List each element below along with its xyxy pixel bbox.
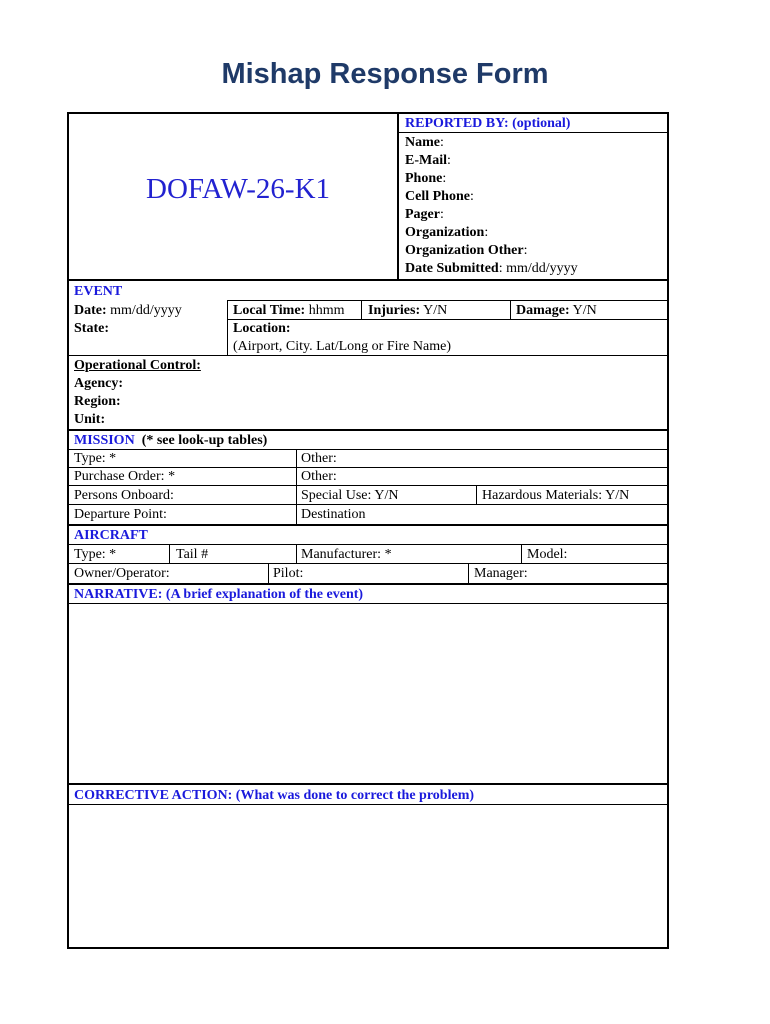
model-field[interactable]: Model: (527, 547, 568, 562)
field-label: Cell Phone (405, 189, 470, 204)
aircraft-row-rule-1 (68, 544, 668, 545)
field-label: Organization Other (405, 243, 524, 258)
field-label: Phone (405, 171, 443, 186)
event-date-value: mm/dd/yyyy (110, 303, 182, 318)
event-date-label: Date: (74, 303, 107, 318)
event-date[interactable] (74, 302, 182, 320)
event-location-hint: (Airport, City. Lat/Long or Fire Name) (233, 339, 451, 354)
aircraft-manager-divider (468, 563, 469, 583)
pilot-field[interactable]: Pilot: (273, 566, 304, 581)
mission-heading-note: (* see look-up tables) (141, 433, 268, 448)
field-colon: : (469, 189, 474, 204)
field-label: Pager (405, 207, 440, 222)
aircraft-manufacturer-divider (296, 544, 297, 563)
local-time-label: Local Time: (233, 303, 306, 318)
reported-by-name[interactable] (405, 134, 444, 152)
event-local-time[interactable] (233, 302, 344, 320)
mission-col-divider (296, 449, 297, 524)
special-use-field[interactable]: Special Use: Y/N (301, 488, 399, 503)
narrative-heading: NARRATIVE: (A brief explanation of the event) (74, 587, 364, 602)
persons-onboard-field[interactable]: Persons Onboard: (74, 488, 174, 503)
mission-type-field[interactable]: Type: * (74, 451, 117, 466)
mission-other-field-2[interactable]: Other: (301, 469, 337, 484)
event-row1-top (227, 300, 668, 301)
field-colon: : (447, 153, 451, 168)
header-bottom-rule (68, 279, 668, 281)
event-damage-divider (510, 300, 511, 319)
corrective-action-textarea[interactable] (70, 806, 666, 946)
mission-heading (74, 432, 267, 450)
manufacturer-field[interactable]: Manufacturer: * (301, 547, 392, 562)
page-title: Mishap Response Form (221, 58, 549, 90)
field-colon: : (442, 171, 447, 186)
reported-by-organization[interactable] (405, 224, 488, 242)
field-colon: : (484, 225, 489, 240)
event-injuries[interactable] (368, 302, 447, 320)
purchase-order-field[interactable]: Purchase Order: * (74, 469, 176, 484)
field-value: mm/dd/yyyy (506, 261, 578, 276)
narrative-top-rule (68, 583, 668, 585)
form-code: DOFAW-26-K1 (146, 173, 331, 205)
aircraft-type-field[interactable]: Type: * (74, 547, 117, 562)
agency-field[interactable]: Agency: (74, 376, 123, 391)
event-damage[interactable] (516, 302, 597, 320)
event-col-divider (227, 300, 228, 355)
mission-row-rule-1 (68, 449, 668, 450)
field-colon: : (498, 261, 503, 276)
narrative-textarea[interactable] (70, 605, 666, 781)
local-time-value: hhmm (308, 303, 345, 318)
region-field[interactable]: Region: (74, 394, 121, 409)
aircraft-pilot-divider (268, 563, 269, 583)
narrative-heading-rule (68, 603, 668, 604)
reported-by-email[interactable] (405, 152, 451, 170)
operational-control-label: Operational Control: (74, 358, 201, 373)
corrective-heading-rule (68, 804, 668, 805)
departure-point-field[interactable]: Departure Point: (74, 507, 167, 522)
mission-hazmat-divider (476, 485, 477, 504)
field-label: E-Mail (405, 153, 447, 168)
field-label: Date Submitted (405, 261, 499, 276)
mission-other-field-1[interactable]: Other: (301, 451, 337, 466)
mission-heading-text: MISSION (74, 433, 135, 448)
manager-field[interactable]: Manager: (474, 566, 528, 581)
damage-value: Y/N (572, 303, 597, 318)
event-heading: EVENT (74, 284, 123, 299)
corrective-action-heading: CORRECTIVE ACTION: (What was done to correct the problem) (74, 788, 475, 803)
owner-operator-field[interactable]: Owner/Operator: (74, 566, 170, 581)
field-label: Name (405, 135, 440, 150)
reported-by-pager[interactable] (405, 206, 444, 224)
unit-field[interactable]: Unit: (74, 412, 106, 427)
damage-label: Damage: (516, 303, 570, 318)
reported-by-organization-other[interactable] (405, 242, 528, 260)
aircraft-tail-divider (169, 544, 170, 563)
corrective-top-rule (68, 783, 668, 785)
tail-number-field[interactable]: Tail # (176, 547, 209, 562)
destination-field[interactable]: Destination (301, 507, 366, 522)
reported-by-phone[interactable] (405, 170, 446, 188)
aircraft-top-rule (68, 524, 668, 526)
field-colon: : (440, 135, 444, 150)
field-colon: : (523, 243, 528, 258)
hazmat-field[interactable]: Hazardous Materials: Y/N (482, 488, 630, 503)
aircraft-model-divider (521, 544, 522, 563)
event-location-label[interactable]: Location: (233, 321, 291, 336)
field-colon: : (439, 207, 444, 222)
reported-by-heading: REPORTED BY: (optional) (405, 116, 571, 131)
injuries-value: Y/N (423, 303, 448, 318)
event-operational-rule (68, 355, 668, 356)
field-label: Organization (405, 225, 485, 240)
injuries-label: Injuries: (368, 303, 421, 318)
aircraft-heading: AIRCRAFT (74, 528, 148, 543)
event-injuries-divider (361, 300, 362, 319)
reported-by-cell-phone[interactable] (405, 188, 474, 206)
reported-by-date-submitted[interactable] (405, 260, 578, 278)
header-divider (397, 113, 399, 279)
mission-top-rule (68, 429, 668, 431)
event-state[interactable]: State: (74, 321, 109, 336)
